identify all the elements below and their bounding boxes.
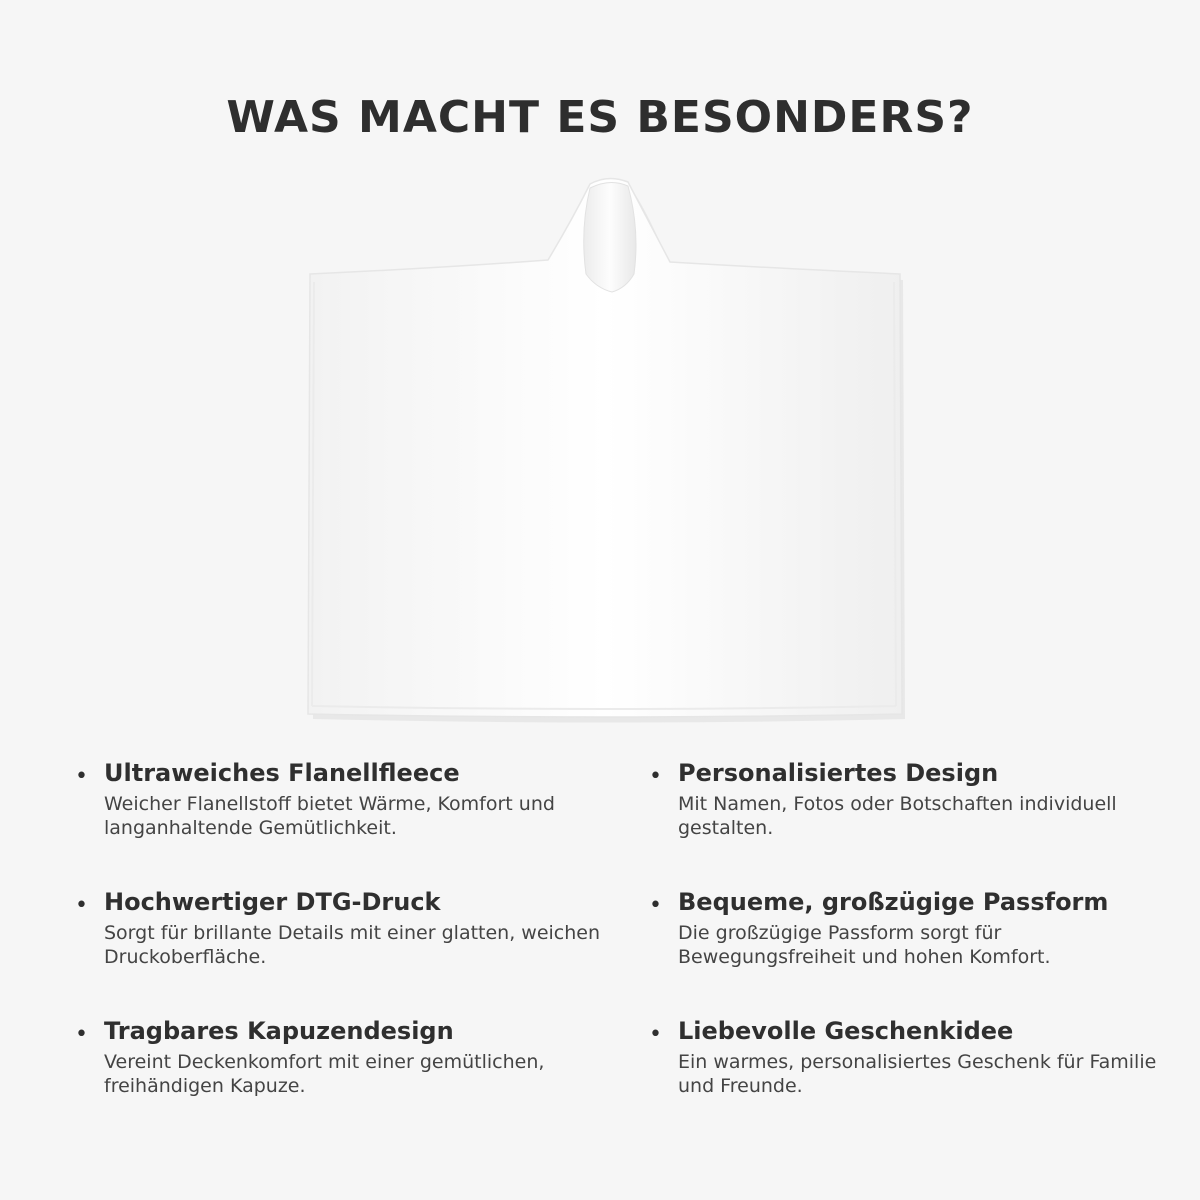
- feature-description: Sorgt für brillante Details mit einer glatten, weichen Druckoberfläche.: [104, 922, 601, 968]
- page-title: WAS MACHT ES BESONDERS?: [226, 92, 974, 143]
- feature-heading: Ultraweiches Flanellfleece: [104, 759, 460, 787]
- feature-item-comfortable-fit: [649, 887, 1198, 969]
- feature-item-hood-design: [75, 1016, 624, 1098]
- feature-item-dtg-print: [75, 887, 624, 969]
- feature-description: Vereint Deckenkomfort mit einer gemütlichen, freihändigen Kapuze.: [104, 1051, 545, 1097]
- bullet-icon: •: [75, 1022, 88, 1047]
- feature-item-personalized-design: [649, 758, 1198, 840]
- bullet-icon: •: [75, 764, 88, 789]
- bullet-icon: •: [649, 764, 662, 789]
- feature-heading: Bequeme, großzügige Passform: [678, 888, 1109, 916]
- feature-heading: Hochwertiger DTG-Druck: [104, 888, 441, 916]
- feature-description: Mit Namen, Fotos oder Botschaften individuell gestalten.: [678, 793, 1117, 839]
- hooded-blanket-image: [290, 170, 920, 730]
- bullet-icon: •: [75, 893, 88, 918]
- feature-description: Weicher Flanellstoff bietet Wärme, Komfort und langanhaltende Gemütlichkeit.: [104, 793, 555, 839]
- feature-heading: Personalisiertes Design: [678, 759, 999, 787]
- feature-heading: Tragbares Kapuzendesign: [104, 1017, 454, 1045]
- feature-item-flannel-fleece: [75, 758, 624, 840]
- feature-description: Ein warmes, personalisiertes Geschenk für Familie und Freunde.: [678, 1051, 1157, 1097]
- feature-description: Die großzügige Passform sorgt für Bewegungsfreiheit und hohen Komfort.: [678, 922, 1051, 968]
- bullet-icon: •: [649, 893, 662, 918]
- hood: [584, 182, 636, 292]
- bullet-icon: •: [649, 1022, 662, 1047]
- feature-item-gift-idea: [649, 1016, 1198, 1098]
- feature-heading: Liebevolle Geschenkidee: [678, 1017, 1014, 1045]
